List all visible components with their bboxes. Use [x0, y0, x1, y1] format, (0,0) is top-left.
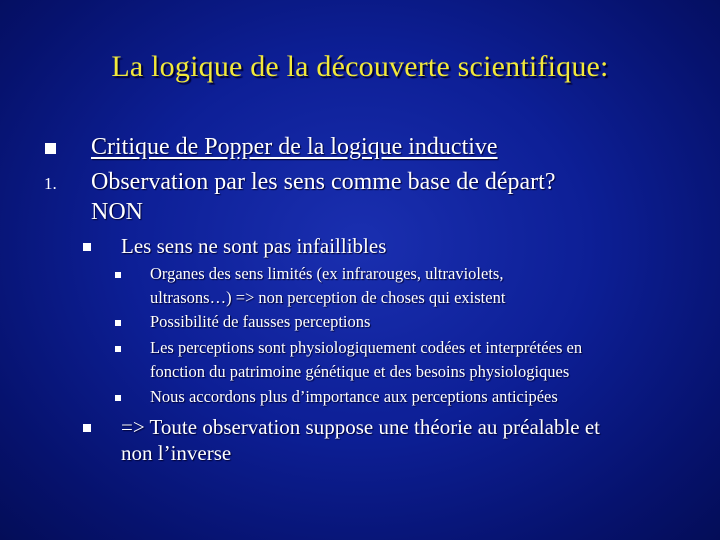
sub-bullet-coded-perceptions	[150, 336, 582, 384]
sub-bullet-anticipated-perceptions: Nous accordons plus d’importance aux perceptions anticipées	[150, 387, 558, 406]
bullet-line: non l’inverse	[121, 441, 232, 465]
sub-bullet-line: ultrasons…) => non perception de choses qui existent	[150, 288, 506, 307]
square-bullet-icon	[83, 243, 91, 251]
sub-bullet-line: fonction du patrimoine génétique et des besoins physiologiques	[150, 362, 570, 381]
square-bullet-icon	[115, 320, 121, 326]
square-bullet-icon	[45, 143, 56, 154]
square-bullet-icon	[83, 424, 91, 432]
sub-bullet-limited-organs	[150, 262, 505, 310]
sub-bullet-line: Organes des sens limités (ex infrarouges, ultraviolets,	[150, 264, 504, 283]
bullet-popper-critique: Critique de Popper de la logique inductive	[91, 134, 498, 160]
bullet-senses-fallible: Les sens ne sont pas infaillibles	[121, 234, 387, 258]
bullet-observation-theory	[121, 414, 600, 466]
slide-title: La logique de la découverte scientifique:	[111, 50, 609, 83]
square-bullet-icon	[115, 272, 121, 278]
bullet-observation-answer: NON	[91, 199, 143, 225]
sub-bullet-line: Les perceptions sont physiologiquement codées et interprétées en	[150, 338, 583, 357]
square-bullet-icon	[115, 395, 121, 401]
list-number: 1.	[44, 174, 57, 193]
bullet-observation: Observation par les sens comme base de départ?	[91, 169, 556, 195]
sub-bullet-false-perceptions: Possibilité de fausses perceptions	[150, 312, 371, 331]
square-bullet-icon	[115, 346, 121, 352]
bullet-line: => Toute observation suppose une théorie au préalable et	[121, 415, 601, 439]
